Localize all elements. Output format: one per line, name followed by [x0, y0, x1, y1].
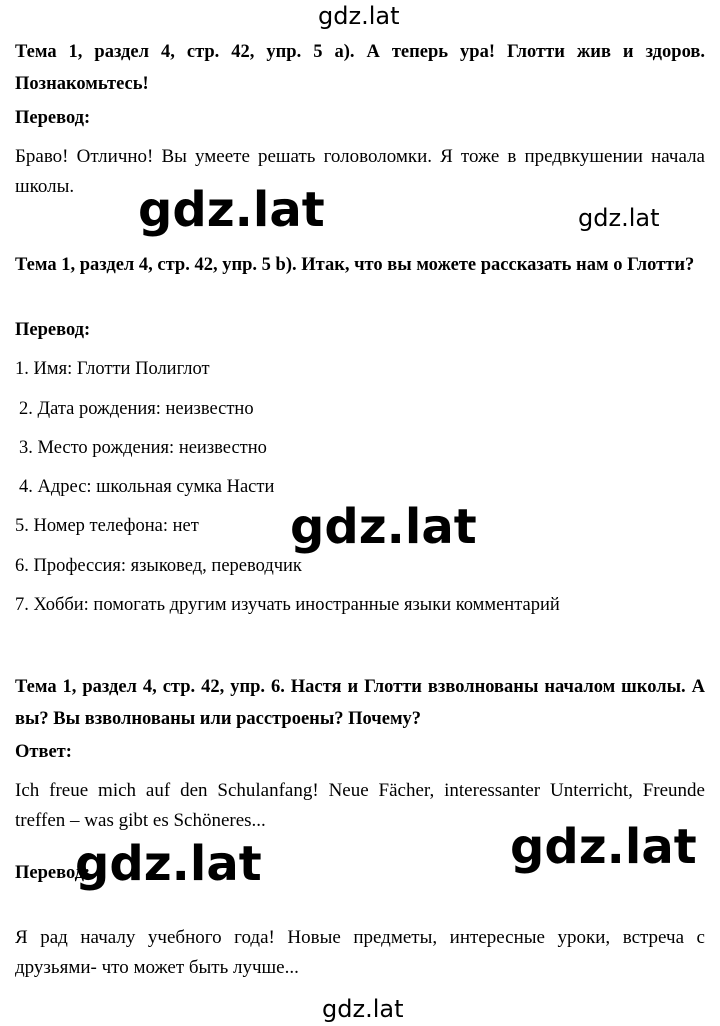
- exercise-5a-title: Тема 1, раздел 4, стр. 42, упр. 5 a). А теперь ура! Глотти жив и здоров. Познакомьтесь!: [15, 42, 705, 94]
- watermark-top: gdz.lat: [318, 2, 400, 30]
- list-item: 4. Адрес: школьная сумка Насти: [19, 477, 275, 497]
- exercise-5a-translation-text: Браво! Отлично! Вы умеете решать головоломки. Я тоже в предвкушении начала школы.: [15, 146, 705, 197]
- exercise-6-translation-text: Я рад началу учебного года! Новые предметы, интересные уроки, встреча с друзьями- что может быть лучше...: [15, 927, 705, 978]
- exercise-6-answer-label: Ответ:: [15, 742, 72, 762]
- watermark-large: gdz.lat: [138, 182, 325, 238]
- exercise-5b-translation-label: Перевод:: [15, 320, 91, 340]
- list-item: 2. Дата рождения: неизвестно: [19, 399, 254, 419]
- watermark-large: gdz.lat: [290, 499, 477, 555]
- watermark-large: gdz.lat: [510, 819, 697, 875]
- exercise-5a-translation-label: Перевод:: [15, 108, 91, 128]
- list-item: 3. Место рождения: неизвестно: [19, 438, 267, 458]
- exercise-5b-title: Тема 1, раздел 4, стр. 42, упр. 5 b). Итак, что вы можете рассказать нам о Глотти?: [15, 255, 695, 275]
- list-item: 6. Профессия: языковед, переводчик: [15, 556, 302, 576]
- list-item: 7. Хобби: помогать другим изучать иностранные языки комментарий: [15, 595, 560, 615]
- list-item: 1. Имя: Глотти Полиглот: [15, 359, 210, 379]
- exercise-6-title: Тема 1, раздел 4, стр. 42, упр. 6. Настя и Глотти взволнованы началом школы. А вы? Вы взволнованы или расстроены? Почему?: [15, 677, 705, 729]
- watermark-small: gdz.lat: [578, 204, 660, 232]
- watermark-large: gdz.lat: [75, 836, 262, 892]
- watermark-bottom: gdz.lat: [322, 995, 404, 1023]
- list-item: 5. Номер телефона: нет: [15, 516, 199, 536]
- exercise-6-answer-text: Ich freue mich auf den Schulanfang! Neue Fächer, interessanter Unterricht, Freunde treffen – was gibt es Schöneres...: [15, 780, 705, 831]
- exercise-6-translation-label: Перевод:: [15, 863, 91, 883]
